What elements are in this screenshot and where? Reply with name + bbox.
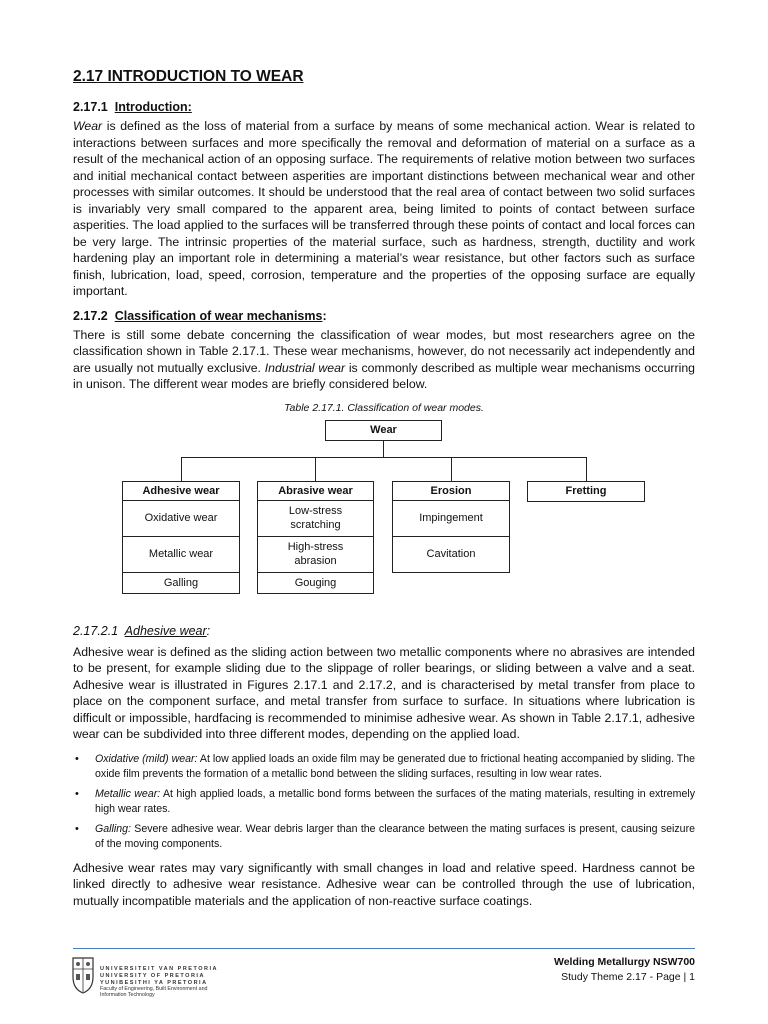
crest-icon xyxy=(70,955,96,995)
metallic-wear-cell: Metallic wear xyxy=(123,537,239,573)
connector xyxy=(181,457,182,481)
closing-paragraph: Adhesive wear rates may vary significantly with small changes in load and relative speed. Hardness cannot be linked directly to adhesive wear resistance. Adhesive wear can be controlled through the use of lubrication, mutually incompatible materials and the application of non-reactive surface coatings. xyxy=(73,860,695,908)
footer-divider xyxy=(73,948,695,949)
fretting-header: Fretting xyxy=(527,481,645,502)
adhesive-wear-column xyxy=(122,481,240,594)
faculty-name: Faculty of Engineering, Built Environment and Information Technology xyxy=(100,986,208,998)
galling-cell: Galling xyxy=(163,576,199,589)
page-title: 2.17 INTRODUCTION TO WEAR xyxy=(73,68,304,85)
classification-paragraph: There is still some debate concerning the classification of wear modes, but most researchers agree on the classification shown in Table 2.17.1. These wear mechanisms, however, do not necessarily act independently and are usually not mutually exclusive. Industrial wear is commonly described as multiple wear mechanisms occurring in unison. The different wear modes are briefly considered below. xyxy=(73,327,696,391)
table-caption: Table 2.17.1. Classification of wear modes. xyxy=(284,401,484,414)
connector xyxy=(586,457,587,481)
intro-paragraph: Wear is defined as the loss of material from a surface by means of some mechanical action. Wear is related to interactions between surfaces and more specifically the removal and deformation of material on a surface as a result of the mechanical action of an opposing surface. The requirements of relative motion between two surfaces and initial mechanical contact between asperities are important distinctions between mechanical wear and other processes with similar outcomes. It should be understood that the real area of contact between two solid surfaces is invariably very small compared to the apparent area, being limited to points of contact between surface asperities. The load applied to the surfaces will be transferred through these points of contact and local forces can be very large. The intrinsic properties of the material surface, such as hardness, strength, ductility and work hardening play an important role in determining a material’s wear resistance, but other factors such as surface finish, lubrication, load, speed, corrosion, temperature and the properties of the opposing surface are equally important. xyxy=(73,119,695,298)
page-number: Study Theme 2.17 - Page | 1 xyxy=(561,971,695,983)
list-item: • Metallic wear: At high applied loads, a metallic bond forms between the surfaces of the mating materials, resulting in extremely high wear rates. xyxy=(73,787,695,817)
oxidative-wear-cell: Oxidative wear xyxy=(123,501,239,537)
adhesive-modes-list xyxy=(73,752,695,852)
connector xyxy=(315,457,316,481)
cavitation-cell: Cavitation xyxy=(426,548,476,560)
abrasive-wear-header: Abrasive wear xyxy=(258,482,373,501)
low-stress-scratching-cell: Low-stress scratching xyxy=(258,501,373,537)
abrasive-wear-column xyxy=(257,481,374,594)
adhesive-wear-header: Adhesive wear xyxy=(123,482,239,501)
list-item: • Galling: Severe adhesive wear. Wear debris larger than the clearance between the mating surfaces is present, causing seizure of the moving components. xyxy=(73,822,695,852)
diagram-root-wear: Wear xyxy=(325,420,442,441)
section-heading-introduction: 2.17.1 Introduction: xyxy=(73,100,192,114)
high-stress-abrasion-cell: High-stress abrasion xyxy=(258,537,373,573)
section-heading-adhesive-wear: 2.17.2.1 Adhesive wear: xyxy=(73,623,211,638)
list-item: • Oxidative (mild) wear: At low applied loads an oxide film may be generated due to frictional heating accompanied by sliding. The oxide film prevents the formation of a metallic bond between the sliding surfaces, resulting in low wear rates. xyxy=(73,752,695,782)
course-name: Welding Metallurgy NSW700 xyxy=(554,956,695,968)
connector xyxy=(181,457,587,458)
erosion-header: Erosion xyxy=(393,482,509,501)
page-footer xyxy=(554,955,695,985)
wear-classification-diagram xyxy=(73,420,695,610)
university-name: UNIVERSITEIT VAN PRETORIA UNIVERSITY OF PRETORIA YUNIBESITHI YA PRETORIA xyxy=(100,966,218,986)
adhesive-wear-paragraph: Adhesive wear is defined as the sliding action between two metallic components where no abrasives are intended to be present, for example sliding due to the slippage of roller bearings, or sliding between a valve and a seat. Adhesive wear is illustrated in Figures 2.17.1 and 2.17.2, and is characterised by metal transfer from place to place on the component surface, and metal transfer from surface to surface. In situations where lubrication is difficult or impossible, hardfacing is recommended to minimise adhesive wear. As shown in Table 2.17.1, adhesive wear can be subdivided into three different modes, depending on the applied load. xyxy=(73,644,695,741)
gouging-cell: Gouging xyxy=(294,576,337,589)
impingement-cell: Impingement xyxy=(393,501,509,537)
document-page xyxy=(73,68,695,918)
section-heading-classification: 2.17.2 Classification of wear mechanisms: xyxy=(73,308,327,323)
connector xyxy=(383,441,384,457)
erosion-column xyxy=(392,481,510,573)
connector xyxy=(451,457,452,481)
